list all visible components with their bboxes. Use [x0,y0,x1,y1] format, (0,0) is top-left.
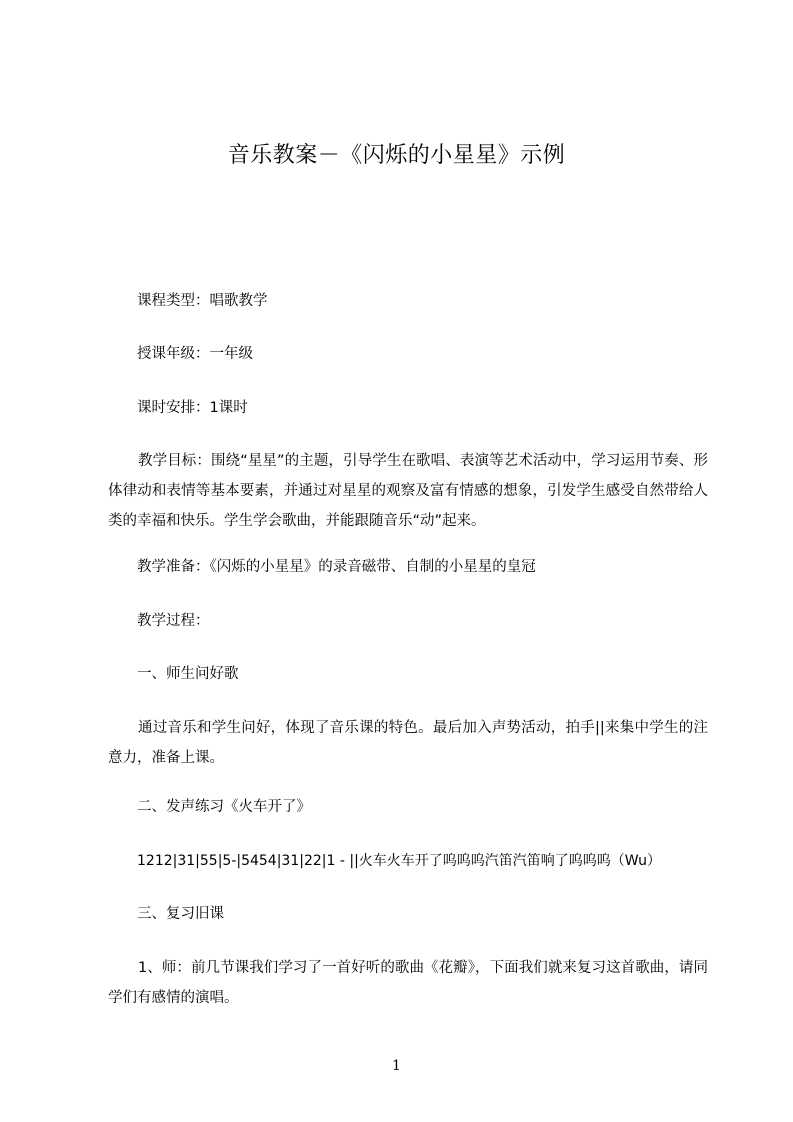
document-title: 音乐教案－《闪烁的小星星》示例 [227,143,566,168]
section3-heading: 三、复习旧课 [137,906,224,922]
schedule-line: 课时安排：1课时 [137,400,248,416]
page-number: 1 [392,1058,401,1074]
section2-notation-line: 1212|31|55|5-|5454|31|22|1 - ||火车火车开了呜呜呜汽笛汽笛响了呜呜呜（Wu） [137,853,662,869]
process-heading: 教学过程： [137,613,210,629]
preparation-line: 教学准备：《闪烁的小星星》的录音磁带、自制的小星星的皇冠 [137,559,536,575]
section2-heading: 二、发声练习《火车开了》 [137,799,311,815]
grade-line: 授课年级：一年级 [137,346,253,362]
section3-paragraph: 1、师：前几节课我们学习了一首好听的歌曲《花瓣》，下面我们就来复习这首歌曲，请同学们有感情的演唱。 [108,960,708,1006]
section1-paragraph: 通过音乐和学生问好，体现了音乐课的特色。最后加入声势活动，拍手||来集中学生的注意力，准备上课。 [108,720,708,766]
section1-heading: 一、师生问好歌 [137,666,239,682]
course-type-line: 课程类型：唱歌教学 [137,293,268,309]
objectives-paragraph: 教学目标：围绕“星星”的主题，引导学生在歌唱、表演等艺术活动中，学习运用节奏、形体律动和表情等基本要素，并通过对星星的观察及富有情感的想象，引发学生感受自然带给人类的幸福和快乐。学生学会歌曲，并能跟随音乐“动”起来。 [108,453,708,529]
